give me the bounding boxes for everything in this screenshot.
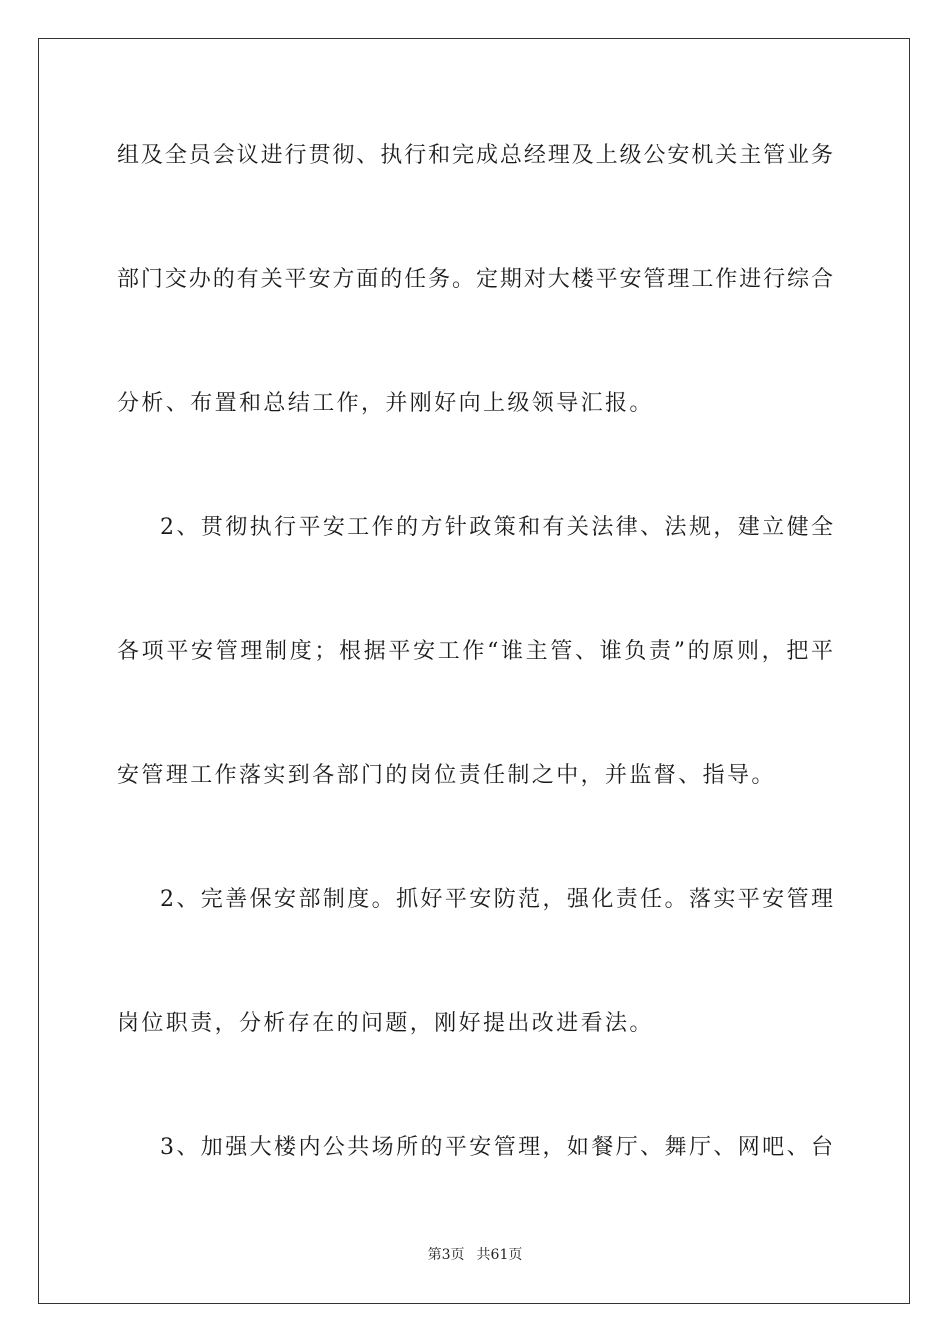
text-line-2: 部门交办的有关平安方面的任务。定期对大楼平安管理工作进行综合 [117, 267, 833, 292]
page-footer [0, 1245, 950, 1265]
text-line-4: 2、贯彻执行平安工作的方针政策和有关法律、法规，建立健全 [160, 515, 833, 540]
total-pages: 共61页 [476, 1247, 523, 1263]
text-line-5: 各项平安管理制度；根据平安工作“谁主管、谁负责”的原则，把平 [117, 639, 833, 664]
text-line-3: 分析、布置和总结工作，并刚好向上级领导汇报。 [117, 391, 654, 416]
text-line-6: 安管理工作落实到各部门的岗位责任制之中，并监督、指导。 [117, 763, 776, 788]
text-line-1: 组及全员会议进行贯彻、执行和完成总经理及上级公安机关主管业务 [117, 143, 833, 168]
text-line-9: 3、加强大楼内公共场所的平安管理，如餐厅、舞厅、网吧、台 [160, 1135, 833, 1160]
page-border [38, 38, 910, 1304]
text-line-7: 2、完善保安部制度。抓好平安防范，强化责任。落实平安管理 [160, 887, 833, 912]
text-line-8: 岗位职责，分析存在的问题，刚好提出改进看法。 [117, 1011, 654, 1036]
page-number: 第3页 [427, 1247, 465, 1263]
